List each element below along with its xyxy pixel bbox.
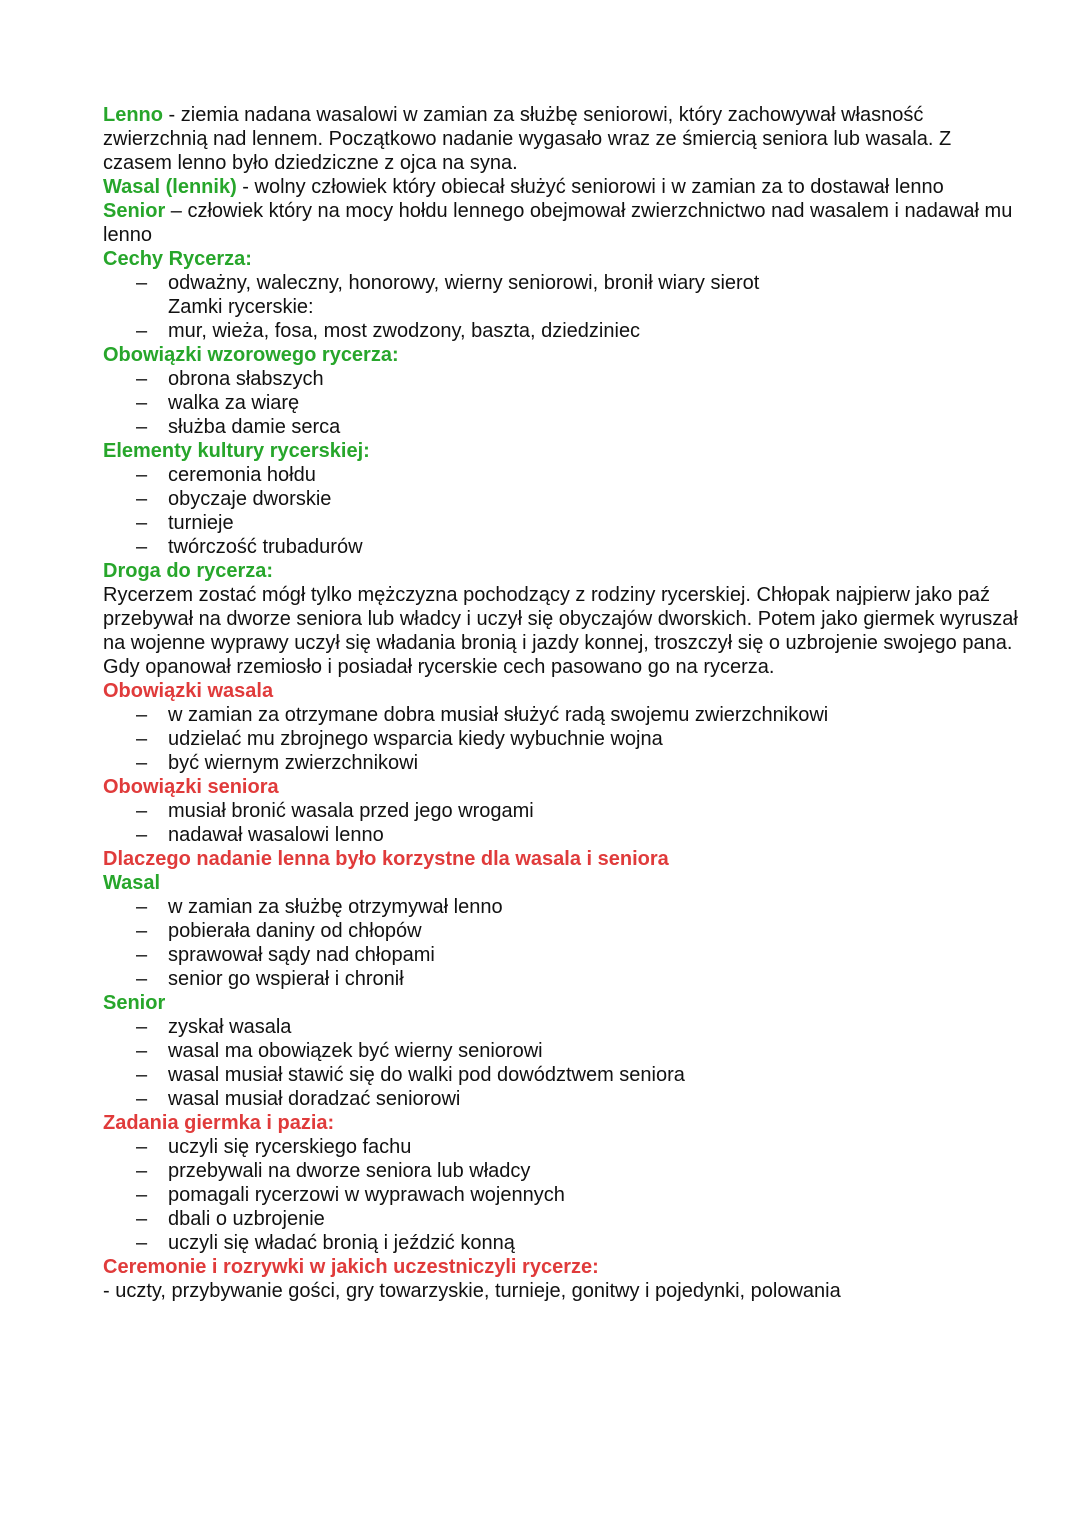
definition-senior xyxy=(103,199,1020,247)
dash-bullet: – xyxy=(136,512,148,534)
dash-bullet: – xyxy=(136,1040,148,1062)
list-item xyxy=(103,1063,1020,1087)
dash-bullet: – xyxy=(136,1064,148,1086)
list-zamki xyxy=(103,319,1020,343)
list-item xyxy=(103,799,1020,823)
list-item-text: musiał bronić wasala przed jego wrogami xyxy=(168,800,534,822)
dash-bullet: – xyxy=(136,368,148,390)
dash-bullet: – xyxy=(136,1208,148,1230)
dash-bullet: – xyxy=(136,416,148,438)
list-obowiazki-rycerza xyxy=(103,367,1020,439)
list-item-text: dbali o uzbrojenie xyxy=(168,1208,325,1230)
heading-kultura-rycerska: Elementy kultury rycerskiej: xyxy=(103,440,370,462)
dash-bullet: – xyxy=(136,1016,148,1038)
definition-lenno xyxy=(103,103,1020,175)
list-item-text: senior go wspierał i chronił xyxy=(168,968,404,990)
list-item xyxy=(103,511,1020,535)
heading-zadania-giermka: Zadania giermka i pazia: xyxy=(103,1112,335,1134)
subheading-senior: Senior xyxy=(103,992,166,1014)
list-zadania-giermka xyxy=(103,1135,1020,1255)
heading-obowiazki-wasala: Obowiązki wasala xyxy=(103,680,274,702)
dash-bullet: – xyxy=(136,536,148,558)
list-item xyxy=(103,1207,1020,1231)
dash-bullet: – xyxy=(136,1160,148,1182)
list-item xyxy=(103,823,1020,847)
dash-bullet: – xyxy=(136,704,148,726)
dash-bullet: – xyxy=(136,392,148,414)
dash-bullet: – xyxy=(136,728,148,750)
subheading-wasal: Wasal xyxy=(103,872,161,894)
list-item-text: udzielać mu zbrojnego wsparcia kiedy wybuchnie wojna xyxy=(168,728,663,750)
term-lenno: Lenno xyxy=(103,104,163,126)
paragraph-droga-do-rycerza: Rycerzem zostać mógł tylko mężczyzna pochodzący z rodziny rycerskiej. Chłopak najpierw jako paź przebywał na dworze seniora lub władcy i uczył się obyczajów dworskich. Potem jako giermek wyruszał na wojenne wyprawy uczył się władania bronią i jazdy konnej, troszczył się o uzbrojenie swojego pana. Gdy opanował rzemiosło i posiadał rycerskie cech pasowano go na rycerza. xyxy=(103,584,1018,678)
list-item-text: sprawował sądy nad chłopami xyxy=(168,944,435,966)
subheading-zamki: Zamki rycerskie: xyxy=(168,296,314,318)
list-item xyxy=(103,1159,1020,1183)
list-item-text: być wiernym zwierzchnikowi xyxy=(168,752,419,774)
list-item-text: w zamian za otrzymane dobra musiał służyć radą swojemu zwierzchnikowi xyxy=(168,704,829,726)
list-item-text: walka za wiarę xyxy=(168,392,300,414)
list-item-text: zyskał wasala xyxy=(168,1016,292,1038)
list-item xyxy=(103,1135,1020,1159)
list-item-text: pobierała daniny od chłopów xyxy=(168,920,422,942)
definition-lenno-text: - ziemia nadana wasalowi w zamian za służbę seniorowi, który zachowywał własność zwierzchnią nad lennem. Początkowo nadanie wygasało wraz ze śmiercią seniora lub wasala. Z czasem lenno było dziedziczne z ojca na syna. xyxy=(103,104,952,174)
list-item xyxy=(103,271,1020,295)
list-item-text: odważny, waleczny, honorowy, wierny seniorowi, bronił wiary sierot xyxy=(168,272,760,294)
dash-bullet: – xyxy=(136,1184,148,1206)
list-item-text: uczyli się rycerskiego fachu xyxy=(168,1136,412,1158)
definition-wasal-text: - wolny człowiek który obiecał służyć seniorowi i w zamian za to dostawał lenno xyxy=(236,176,944,198)
list-item-text: wasal ma obowiązek być wierny seniorowi xyxy=(168,1040,543,1062)
list-item xyxy=(103,943,1020,967)
list-item-text: twórczość trubadurów xyxy=(168,536,363,558)
dash-bullet: – xyxy=(136,320,148,342)
list-item xyxy=(103,391,1020,415)
list-item xyxy=(103,415,1020,439)
dash-bullet: – xyxy=(136,800,148,822)
paragraph-ceremonie: - uczty, przybywanie gości, gry towarzyskie, turnieje, gonitwy i pojedynki, polowania xyxy=(103,1280,841,1302)
dash-bullet: – xyxy=(136,1136,148,1158)
dash-bullet: – xyxy=(136,1088,148,1110)
list-item-text: przebywali na dworze seniora lub władcy xyxy=(168,1160,531,1182)
dash-bullet: – xyxy=(136,896,148,918)
term-senior: Senior xyxy=(103,200,166,222)
list-item-text: turnieje xyxy=(168,512,234,534)
list-item xyxy=(103,535,1020,559)
list-item xyxy=(103,463,1020,487)
list-korzysci-wasala xyxy=(103,895,1020,991)
list-item-text: ceremonia hołdu xyxy=(168,464,316,486)
dash-bullet: – xyxy=(136,920,148,942)
list-item xyxy=(103,751,1020,775)
dash-bullet: – xyxy=(136,488,148,510)
dash-bullet: – xyxy=(136,464,148,486)
list-item xyxy=(103,727,1020,751)
list-item xyxy=(103,1039,1020,1063)
heading-ceremonie: Ceremonie i rozrywki w jakich uczestniczyli rycerze: xyxy=(103,1256,599,1278)
definition-wasal xyxy=(103,175,1020,199)
heading-dlaczego-lenno: Dlaczego nadanie lenna było korzystne dla wasala i seniora xyxy=(103,848,669,870)
definition-senior-text: – człowiek który na mocy hołdu lennego obejmował zwierzchnictwo nad wasalem i nadawał mu lenno xyxy=(103,200,1013,246)
list-kultura-rycerska xyxy=(103,463,1020,559)
list-item-text: wasal musiał doradzać seniorowi xyxy=(168,1088,461,1110)
list-item-text: obyczaje dworskie xyxy=(168,488,332,510)
list-item xyxy=(103,1183,1020,1207)
list-item xyxy=(103,319,1020,343)
dash-bullet: – xyxy=(136,752,148,774)
list-korzysci-seniora xyxy=(103,1015,1020,1111)
list-item xyxy=(103,1231,1020,1255)
list-item-text: pomagali rycerzowi w wyprawach wojennych xyxy=(168,1184,565,1206)
list-item xyxy=(103,919,1020,943)
dash-bullet: – xyxy=(136,272,148,294)
list-item-text: służba damie serca xyxy=(168,416,341,438)
dash-bullet: – xyxy=(136,824,148,846)
list-item-text: w zamian za służbę otrzymywał lenno xyxy=(168,896,503,918)
list-item-text: nadawał wasalowi lenno xyxy=(168,824,384,846)
list-item xyxy=(103,487,1020,511)
heading-droga-do-rycerza: Droga do rycerza: xyxy=(103,560,274,582)
list-item xyxy=(103,1087,1020,1111)
list-item-text: uczyli się władać bronią i jeździć konną xyxy=(168,1232,515,1254)
heading-obowiazki-seniora: Obowiązki seniora xyxy=(103,776,279,798)
heading-cechy-rycerza: Cechy Rycerza: xyxy=(103,248,252,270)
term-wasal: Wasal (lennik) xyxy=(103,176,237,198)
list-item-text: wasal musiał stawić się do walki pod dowództwem seniora xyxy=(168,1064,685,1086)
list-item xyxy=(103,1015,1020,1039)
list-obowiazki-wasala xyxy=(103,703,1020,775)
dash-bullet: – xyxy=(136,968,148,990)
list-cechy-rycerza xyxy=(103,271,1020,295)
dash-bullet: – xyxy=(136,1232,148,1254)
heading-obowiazki-rycerza: Obowiązki wzorowego rycerza: xyxy=(103,344,399,366)
list-item xyxy=(103,367,1020,391)
list-item xyxy=(103,967,1020,991)
list-item-text: obrona słabszych xyxy=(168,368,324,390)
list-item xyxy=(103,895,1020,919)
list-item xyxy=(103,703,1020,727)
list-obowiazki-seniora xyxy=(103,799,1020,847)
list-item-text: mur, wieża, fosa, most zwodzony, baszta, dziedziniec xyxy=(168,320,641,342)
dash-bullet: – xyxy=(136,944,148,966)
